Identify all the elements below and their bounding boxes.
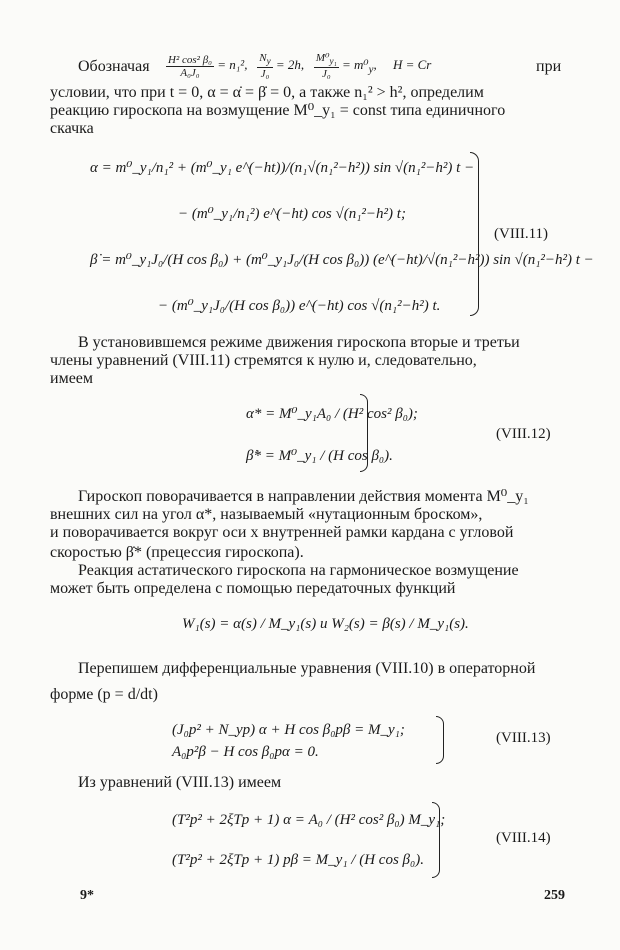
para3-line-4: скоростью β̇* (прецессия гироскопа). <box>50 544 304 561</box>
intro-line-3: реакцию гироскопа на возмущение M⁰_y₁ = const типа единичного <box>50 102 506 119</box>
eq12-brace <box>360 394 368 472</box>
eq13-line-1: (J₀p² + N_yp) α + H cos β₀pβ = M_y₁; <box>172 722 405 738</box>
eq11-label: (VIII.11) <box>494 226 549 242</box>
eq11-line-1: α = m⁰_y₁/n₁² + (m⁰_y₁ e^(−ht))/(n₁√(n₁²−h²)) sin √(n₁²−h²) t − <box>90 160 475 176</box>
eq11-line-4: − (m⁰_y₁J₀/(H cos β₀)) e^(−ht) cos √(n₁²−h²) t. <box>158 298 441 314</box>
eq14-label: (VIII.14) <box>496 830 551 846</box>
page-number: 259 <box>544 888 565 903</box>
def-n1-fraction: $\frac{\text{H² cos² β₀}}{\text{A₀J₀}}$ <box>168 53 213 79</box>
eq14-brace <box>432 802 440 878</box>
eq11-line-3: β̇ = m⁰_y₁J₀/(H cos β₀) + (m⁰_y₁J₀/(H cos β₀)) (e^(−ht)/√(n₁²−h²)) sin √(n₁²−h²) t − <box>90 252 594 268</box>
eq13-label: (VIII.13) <box>496 730 551 746</box>
def-m0-fraction: $\frac{M^0_{y_1}}{\text{J₀}}$ <box>315 52 337 81</box>
intro-tail: при <box>536 58 562 75</box>
para4-line-1: Перепишем дифференциальные уравнения (VIII.10) в операторной <box>78 660 536 677</box>
eq12-line-1: α* = M⁰_y₁A₀ / (H² cos² β₀); <box>246 406 418 422</box>
intro-definitions: $\frac{\text{H² cos² β₀}}{\text{A₀J₀}}$ = n₁², $\frac{N_y}{\text{J₀}}$ = 2h, $\frac{M^0_{y_1}}{\text{J₀}}$ = $m^0_y$, H = Cr <box>168 52 432 81</box>
eq11-brace <box>470 152 479 316</box>
def-2h-fraction: $\frac{N_y}{\text{J₀}}$ <box>259 52 271 81</box>
eq13-line-2: A₀p²β − H cos β₀pα = 0. <box>172 744 319 760</box>
eq14-line-1: (T²p² + 2ξTp + 1) α = A₀ / (H² cos² β₀) M_y₁; <box>172 812 446 828</box>
para2-line-2: члены уравнений (VIII.11) стремятся к нулю и, следовательно, <box>50 352 477 369</box>
transfer-functions: W₁(s) = α(s) / M_y₁(s) и W₂(s) = β(s) / M_y₁(s). <box>182 616 469 632</box>
eq12-label: (VIII.12) <box>496 426 551 442</box>
eq12-line-2: β̇* = M⁰_y₁ / (H cos β₀). <box>246 448 393 464</box>
eq11-line-2: − (m⁰_y₁/n₁²) e^(−ht) cos √(n₁²−h²) t; <box>178 206 406 222</box>
intro-line-2: условии, что при t = 0, α = α̇ = β̇ = 0, а также n₁² > h², определим <box>50 84 484 101</box>
para3-line-3: и поворачивается вокруг оси x внутренней рамки кардана с угловой <box>50 524 514 541</box>
para2-line-3: имеем <box>50 370 94 387</box>
eq14-line-2: (T²p² + 2ξTp + 1) pβ = M_y₁ / (H cos β₀). <box>172 852 424 868</box>
eq13-brace <box>436 716 444 764</box>
para3-line-1: Гироскоп поворачивается в направлении действия момента M⁰_y₁ <box>78 488 529 505</box>
para3-line-2: внешних сил на угол α*, называемый «нутационным броском», <box>50 506 483 523</box>
para2-line-1: В установившемся режиме движения гироскопа вторые и третьи <box>78 334 520 351</box>
signature-mark: 9* <box>80 888 94 903</box>
para3-line-6: может быть определена с помощью передаточных функций <box>50 580 456 597</box>
para4-line-2: форме (p = d/dt) <box>50 686 158 703</box>
para5-line: Из уравнений (VIII.13) имеем <box>78 774 282 791</box>
intro-line-4: скачка <box>50 120 94 137</box>
para3-line-5: Реакция астатического гироскопа на гармоническое возмущение <box>78 562 519 579</box>
intro-word: Обозначая <box>78 58 150 75</box>
